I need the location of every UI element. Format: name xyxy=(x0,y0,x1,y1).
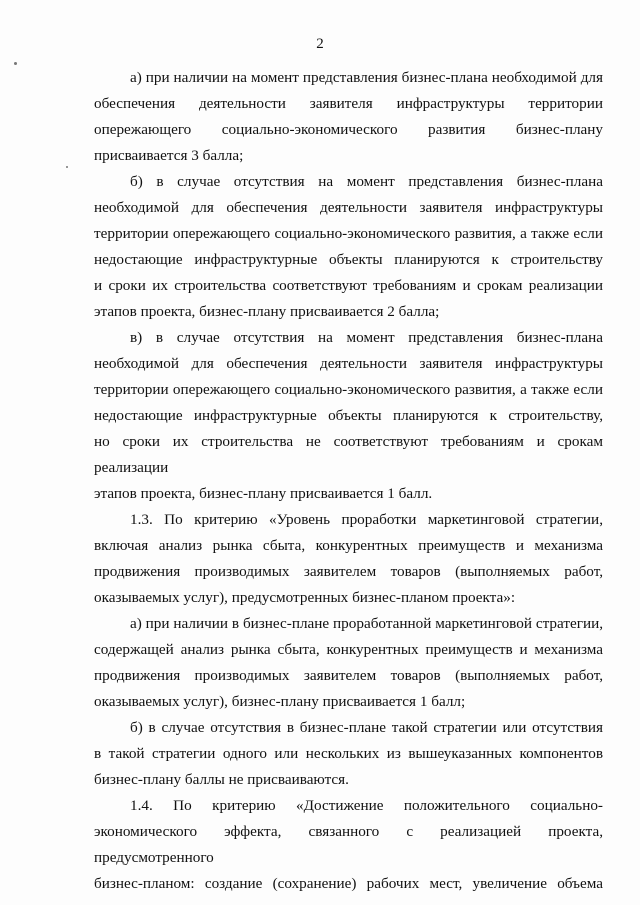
text-line: необходимой для обеспечения деятельности заявителя инфраструктуры xyxy=(94,355,603,372)
text-line: территории опережающего социально-экономического развития, а также если xyxy=(94,381,603,398)
text-line: необходимой для обеспечения деятельности заявителя инфраструктуры xyxy=(94,199,603,216)
text-line: опережающего социально-экономического развития бизнес-плану xyxy=(94,121,603,138)
paragraph-criterion-1-3 xyxy=(94,507,603,611)
text-line: в) в случае отсутствия на момент представления бизнес-плана xyxy=(130,329,603,346)
text-line: продвижения производимых заявителем товаров (выполняемых работ, xyxy=(94,563,603,580)
page-number: 2 xyxy=(316,36,324,52)
text-line: но сроки их строительства не соответствуют требованиям и срокам реализации xyxy=(94,433,603,476)
text-line: и сроки их строительства соответствуют требованиям и срокам реализации xyxy=(94,277,603,294)
text-line: в такой стратегии одного или нескольких из вышеуказанных компонентов xyxy=(94,745,603,762)
text-line: оказываемых услуг), бизнес-плану присваивается 1 балл; xyxy=(94,693,466,710)
text-line: этапов проекта, бизнес-плану присваивается 1 балл. xyxy=(94,485,433,502)
text-line: обеспечения деятельности заявителя инфраструктуры территории xyxy=(94,95,603,112)
text-line: бизнес-плану баллы не присваиваются. xyxy=(94,771,349,788)
paragraph-criterion-1-4 xyxy=(94,793,603,897)
text-line: присваивается 3 балла; xyxy=(94,147,244,164)
paragraph-criterion-1-3-a xyxy=(94,611,603,715)
text-line: бизнес-планом: создание (сохранение) рабочих мест, увеличение объема xyxy=(94,875,603,892)
text-line: б) в случае отсутствия в бизнес-плане такой стратегии или отсутствия xyxy=(130,719,603,736)
text-line: недостающие инфраструктурные объекты планируются к строительству, xyxy=(94,407,603,424)
document-body xyxy=(94,65,603,897)
scan-speck xyxy=(14,62,17,65)
text-line: содержащей анализ рынка сбыта, конкурентных преимуществ и механизма xyxy=(94,641,603,658)
paragraph-criterion-1-2-c xyxy=(94,325,603,507)
paragraph-criterion-1-2-a xyxy=(94,65,603,169)
text-line: 1.4. По критерию «Достижение положительного социально- xyxy=(130,797,603,814)
text-line: экономического эффекта, связанного с реализацией проекта, предусмотренного xyxy=(94,823,603,866)
text-line: территории опережающего социально-экономического развития, а также если xyxy=(94,225,603,242)
text-line: оказываемых услуг), предусмотренных бизнес-планом проекта»: xyxy=(94,589,516,606)
text-line: недостающие инфраструктурные объекты планируются к строительству xyxy=(94,251,603,268)
text-line: а) при наличии на момент представления бизнес-плана необходимой для xyxy=(130,69,603,86)
text-line: продвижения производимых заявителем товаров (выполняемых работ, xyxy=(94,667,603,684)
text-line: включая анализ рынка сбыта, конкурентных преимуществ и механизма xyxy=(94,537,603,554)
scan-speck xyxy=(66,166,68,168)
paragraph-criterion-1-3-b xyxy=(94,715,603,793)
paragraph-criterion-1-2-b xyxy=(94,169,603,325)
text-line: б) в случае отсутствия на момент представления бизнес-плана xyxy=(130,173,603,190)
text-line: а) при наличии в бизнес-плане проработанной маркетинговой стратегии, xyxy=(130,615,603,632)
text-line: этапов проекта, бизнес-плану присваивается 2 балла; xyxy=(94,303,440,320)
text-line: 1.3. По критерию «Уровень проработки маркетинговой стратегии, xyxy=(130,511,603,528)
